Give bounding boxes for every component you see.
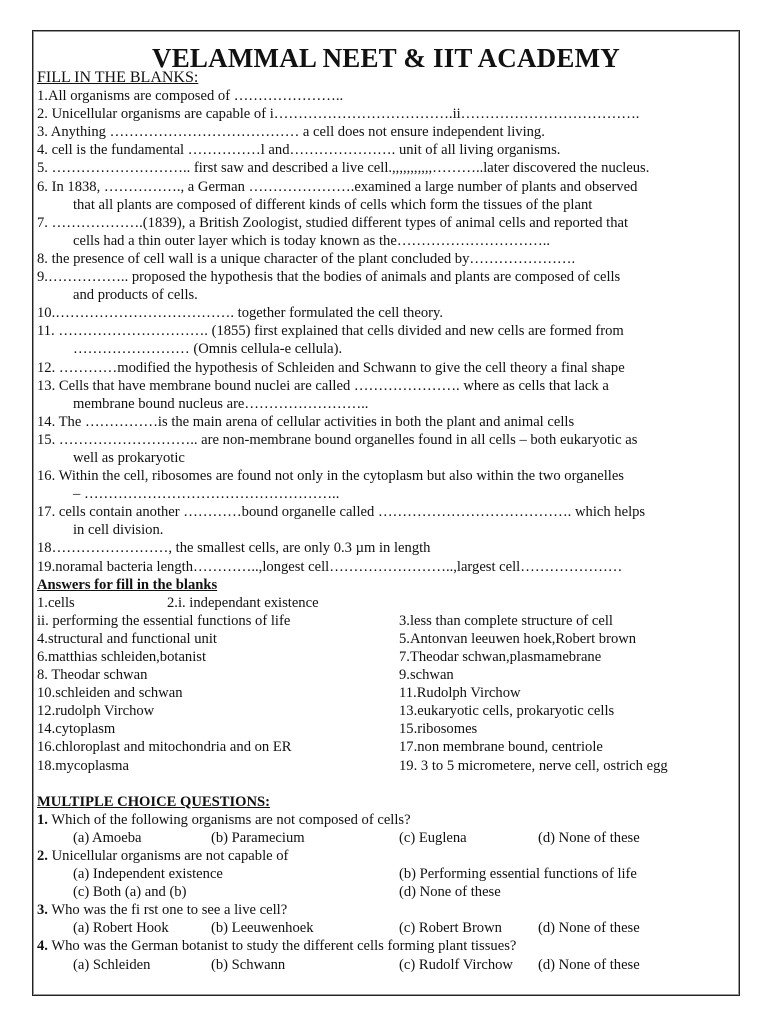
answer-row (37, 612, 733, 630)
question-line: and products of cells. (73, 287, 198, 304)
question-line: 15. ……………………….. are non-membrane bound organelles found in all cells – both eukaryotic as (37, 431, 638, 448)
mcq-text: Unicellular organisms are not capable of (51, 847, 289, 864)
option-d: (d) None of these (538, 920, 640, 937)
question-line: in cell division. (73, 522, 164, 539)
answer-item: 7.Theodar schwan,plasmamebrane (399, 649, 602, 665)
question-line: 18……………………, the smallest cells, are only 0.3 µm in length (37, 540, 431, 557)
question-line: well as prokaryotic (73, 449, 185, 466)
answer-row (37, 757, 733, 775)
question-line: 8. the presence of cell wall is a unique character of the plant concluded by…………………. (37, 250, 576, 267)
mcq-heading: MULTIPLE CHOICE QUESTIONS: (37, 793, 271, 810)
answers-heading: Answers for fill in the blanks (37, 576, 218, 593)
mcq-options (37, 883, 733, 901)
fill-blanks-heading: FILL IN THE BLANKS: (37, 69, 199, 86)
mcq-options (37, 829, 733, 847)
answer-item: 2.i. independant existence (167, 594, 319, 611)
answer-item: 12.rudolph Virchow (37, 703, 155, 720)
answer-item: 1.cells (37, 594, 75, 611)
question-line: 14. The ……………is the main arena of cellular activities in both the plant and animal cells (37, 413, 575, 430)
answer-item: 14.cytoplasm (37, 721, 116, 738)
answer-item: 9.schwan (399, 667, 454, 684)
page-border (32, 30, 740, 996)
mcq-number: 2. (37, 847, 48, 864)
answer-row (37, 648, 733, 666)
question-line: 16. Within the cell, ribosomes are found not only in the cytoplasm but also within the two organelles (37, 468, 624, 485)
question-line: 5. ……………………….. first saw and described a live cell.,,,,,,,,,,,………..later discovered the nucleus. (37, 160, 650, 177)
question-line: …………………… (Omnis cellula-e cellula). (73, 341, 343, 358)
answer-row (37, 738, 733, 756)
answer-row (37, 702, 733, 720)
mcq-question (37, 811, 733, 829)
question-line: 12. …………modified the hypothesis of Schleiden and Schwann to give the cell theory a final shape (37, 359, 625, 376)
answer-item: 6.matthias schleiden,botanist (37, 649, 207, 665)
question-line: cells had a thin outer layer which is today known as the………………………….. (73, 232, 551, 249)
mcq-options (37, 919, 733, 937)
answer-item: 8. Theodar schwan (37, 667, 148, 684)
option-c: (c) Rudolf Virchow (399, 956, 513, 973)
answer-item: 3.less than complete structure of cell (399, 612, 613, 629)
worksheet-content (37, 69, 733, 974)
option-b: (b) Performing essential functions of life (399, 866, 637, 883)
question-line: – …………………………………………….. (73, 486, 340, 503)
answer-item: 17.non membrane bound, centriole (399, 739, 603, 756)
mcq-number: 4. (37, 938, 48, 955)
mcq-options (37, 956, 733, 974)
question-line: 7. ……………….(1839), a British Zoologist, studied different types of animal cells and reported that (37, 214, 629, 231)
question-line: 19.noramal bacteria length…………..,longest cell……………………..,largest cell………………… (37, 558, 623, 575)
mcq-options (37, 865, 733, 883)
answer-item: 18.mycoplasma (37, 757, 130, 774)
answer-row (37, 720, 733, 738)
option-d: (d) None of these (538, 829, 640, 846)
question-line: 3. Anything ………………………………… a cell does not ensure independent living. (37, 124, 545, 141)
question-line: 4. cell is the fundamental ……………l and…………………. unit of all living organisms. (37, 142, 561, 159)
question-line: 17. cells contain another …………bound organelle called …………………………………. which helps (37, 504, 646, 521)
answer-item: 15.ribosomes (399, 721, 478, 738)
mcq-text: Who was the German botanist to study the different cells forming plant tissues? (51, 938, 517, 955)
mcq-number: 1. (37, 811, 48, 828)
answer-item: 19. 3 to 5 micrometere, nerve cell, ostrich egg (399, 757, 668, 774)
question-line: 9.…………….. proposed the hypothesis that the bodies of animals and plants are composed of cells (37, 269, 621, 286)
mcq-question (37, 847, 733, 865)
option-a: (a) Independent existence (73, 866, 223, 883)
answer-row (37, 630, 733, 648)
question-line: 2. Unicellular organisms are capable of i……………………………….ii………………………………. (37, 106, 640, 123)
answer-row (37, 594, 733, 612)
option-b: (b) Leeuwenhoek (211, 920, 314, 937)
mcq-question (37, 901, 733, 919)
question-line: 1.All organisms are composed of ………………….. (37, 88, 344, 105)
mcq-question (37, 937, 733, 955)
answer-item: ii. performing the essential functions of life (37, 612, 291, 629)
option-d: (d) None of these (399, 884, 501, 901)
question-line: 6. In 1838, ……………., a German ………………….examined a large number of plants and observed (37, 178, 638, 195)
question-line: that all plants are composed of different kinds of cells which form the tissues of the plant (73, 196, 593, 213)
answer-item: 16.chloroplast and mitochondria and on ER (37, 739, 292, 756)
mcq-number: 3. (37, 902, 48, 919)
option-a: (a) Robert Hook (73, 920, 169, 937)
question-line: 13. Cells that have membrane bound nuclei are called …………………. where as cells that lack a (37, 377, 609, 394)
answer-row (37, 666, 733, 684)
mcq-text: Who was the fi rst one to see a live cell? (51, 902, 288, 919)
mcq-text: Which of the following organisms are not composed of cells? (51, 811, 411, 828)
answer-row (37, 684, 733, 702)
answer-item: 11.Rudolph Virchow (399, 685, 521, 702)
option-b: (b) Paramecium (211, 829, 305, 846)
option-c: (c) Euglena (399, 829, 467, 846)
option-c: (c) Both (a) and (b) (73, 884, 187, 901)
answer-item: 4.structural and functional unit (37, 630, 217, 647)
question-line: membrane bound nucleus are…………………….. (73, 395, 369, 412)
answer-item: 10.schleiden and schwan (37, 685, 183, 702)
option-d: (d) None of these (538, 956, 640, 973)
answer-item: 13.eukaryotic cells, prokaryotic cells (399, 703, 615, 720)
question-line: 11. …………………………. (1855) first explained that cells divided and new cells are formed from (37, 323, 624, 340)
answer-item: 5.Antonvan leeuwen hoek,Robert brown (399, 630, 637, 647)
page-title: VELAMMAL NEET & IIT ACADEMY (152, 43, 620, 73)
question-line: 10.………………………………. together formulated the cell theory. (37, 305, 443, 322)
option-a: (a) Schleiden (73, 956, 151, 973)
option-c: (c) Robert Brown (399, 920, 502, 937)
option-b: (b) Schwann (211, 956, 286, 973)
option-a: (a) Amoeba (73, 829, 142, 846)
